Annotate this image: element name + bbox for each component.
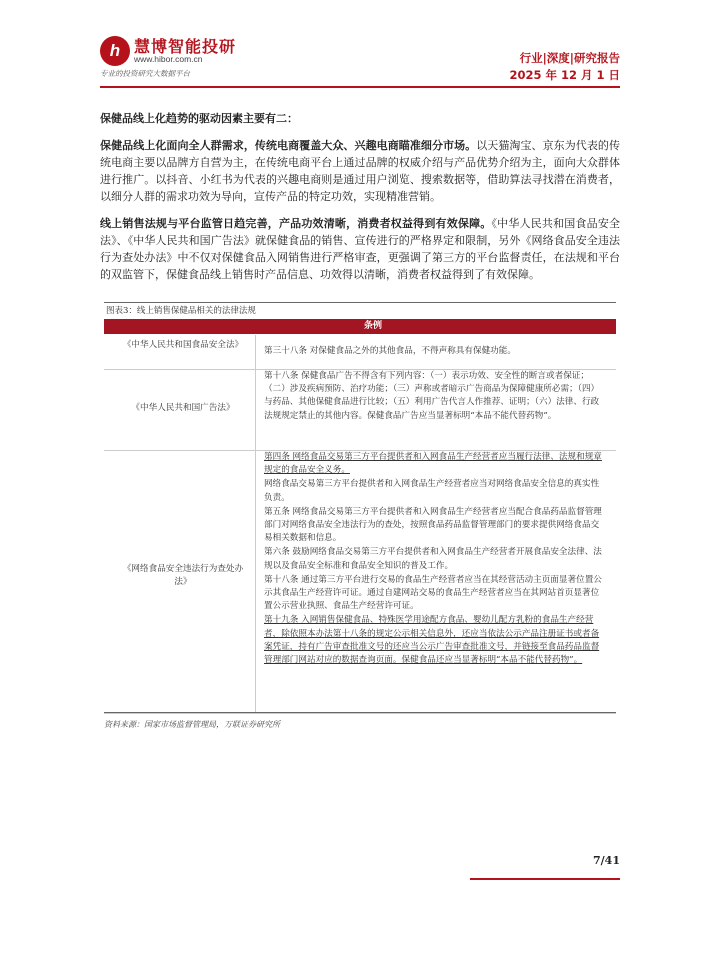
paragraph-2-text: 《中华人民共和国食品安全法》、《中华人民共和国广告法》就保健食品的销售、宣传进行的严格界定和限制，另外《网络食品安全违法行为查处办法》中不仅对保健食品入网销售进行严格审查，更强调了第三方的平台监督责任，在法规和平台的双监管下，保健食品线上销售时产品信息、功效得以清晰，消费者权益得到了有效保障。 bbox=[100, 217, 621, 281]
logo-name: 慧博智能投研 bbox=[134, 37, 237, 56]
figure-source: 资料来源：国家市场监督管理局，万联证券研究所 bbox=[104, 720, 280, 729]
paragraph-2-bold: 线上销售法规与平台监管日趋完善，产品功效清晰，消费者权益得到有效保障。 bbox=[100, 217, 492, 230]
page-number: 7/41 bbox=[593, 854, 620, 867]
paragraph-2 bbox=[100, 215, 620, 283]
brand-logo bbox=[100, 34, 240, 80]
article: 第十八条 保健食品广告不得含有下列内容：（一）表示功效、安全性的断言或者保证；（二）涉及疾病预防、治疗功能；（三）声称或者暗示广告商品为保障健康所必需；（四）与药品、其他保健食品进行比较；（五）利用广告代言人作推荐、证明；（六）法律、行政法规规定禁止的其他内容。保健食品广告应当显著标明“本品不能代替药物”。 bbox=[264, 371, 600, 421]
law-articles bbox=[264, 345, 604, 359]
law-name: 《中华人民共和国广告法》 bbox=[131, 403, 235, 413]
logo-url: www.hibor.com.cn bbox=[134, 54, 203, 64]
regulation-table bbox=[104, 302, 616, 715]
report-date: 2025 年 12 月 1 日 bbox=[509, 68, 620, 82]
law-articles bbox=[264, 370, 604, 424]
table-row bbox=[104, 370, 616, 451]
article: 第三十八条 对保健食品之外的其他食品，不得声称具有保健功能。 bbox=[264, 346, 516, 356]
logo-slogan: 专业的投资研究大数据平台 bbox=[100, 69, 190, 78]
paragraph-1-bold: 保健品线上化面向全人群需求，传统电商覆盖大众、兴趣电商瞄准细分市场。 bbox=[100, 139, 477, 152]
law-articles bbox=[264, 451, 604, 668]
law-name: 《中华人民共和国食品安全法》 bbox=[122, 340, 244, 350]
table-row bbox=[104, 335, 616, 370]
column-divider bbox=[255, 335, 256, 369]
article: 第六条 鼓励网络食品交易第三方平台提供者和入网食品生产经营者开展食品安全法律、法规以及食品安全标准和食品安全知识的普及工作。 bbox=[264, 547, 602, 571]
article: 第五条 网络食品交易第三方平台提供者和入网食品生产经营者应当配合食品药品监督管理部门对网络食品安全违法行为的查处，按照食品药品监督管理部门的要求提供网络食品交易相关数据和信息。 bbox=[264, 506, 602, 544]
section-lead: 保健品线上化趋势的驱动因素主要有二： bbox=[100, 112, 298, 125]
table-bottom-rule bbox=[104, 712, 616, 713]
paragraph-1 bbox=[100, 137, 620, 205]
article: 第四条 网络食品交易第三方平台提供者和入网食品生产经营者应当履行法律、法规和规章规定的食品安全义务。 bbox=[264, 452, 602, 476]
report-type: 行业|深度|研究报告 bbox=[519, 51, 620, 65]
table-header-label: 条例 bbox=[364, 321, 383, 331]
article: 第十九条 入网销售保健食品、特殊医学用途配方食品、婴幼儿配方乳粉的食品生产经营者，除依照本办法第十八条的规定公示相关信息外，还应当依法公示产品注册证书或者备案凭证，持有广告审查批准文号的还应当公示广告审查批准文号，并链接至食品药品监督管理部门网站对应的数据查询页面。保健食品还应当显著标明“本品不能代替药物”。 bbox=[264, 615, 600, 666]
table-row bbox=[104, 451, 616, 714]
paragraph-1-text: 以天猫淘宝、京东为代表的传统电商主要以品牌方自营为主，在传统电商平台上通过品牌的权威介绍与产品优势介绍为主，面向大众群体进行推广。以抖音、小红书为代表的兴趣电商则是通过用户浏览、搜索数据等，借助算法寻找潜在消费者，以细分人群的需求功效为导向，宣传产品的特定功效，实现精准营销。 bbox=[100, 139, 621, 203]
footer-divider bbox=[470, 878, 620, 880]
article: 网络食品交易第三方平台提供者和入网食品生产经营者应当对网络食品安全信息的真实性负责。 bbox=[264, 479, 600, 503]
logo-mark-icon: h bbox=[100, 36, 130, 66]
law-name: 《网络食品安全违法行为查处办法》 bbox=[122, 564, 244, 588]
article: 第十八条 通过第三方平台进行交易的食品生产经营者应当在其经营活动主页面显著位置公示其食品生产经营许可证。通过自建网站交易的食品生产经营者应当在其网站首页显著位置公示营业执照、食品生产经营许可证。 bbox=[264, 574, 602, 612]
header-divider bbox=[100, 86, 620, 88]
column-divider bbox=[255, 370, 256, 450]
body-content bbox=[100, 110, 620, 293]
figure-title: 图表3：线上销售保健品相关的法律法规 bbox=[106, 306, 256, 316]
column-divider bbox=[255, 451, 256, 713]
table-header bbox=[104, 319, 616, 334]
